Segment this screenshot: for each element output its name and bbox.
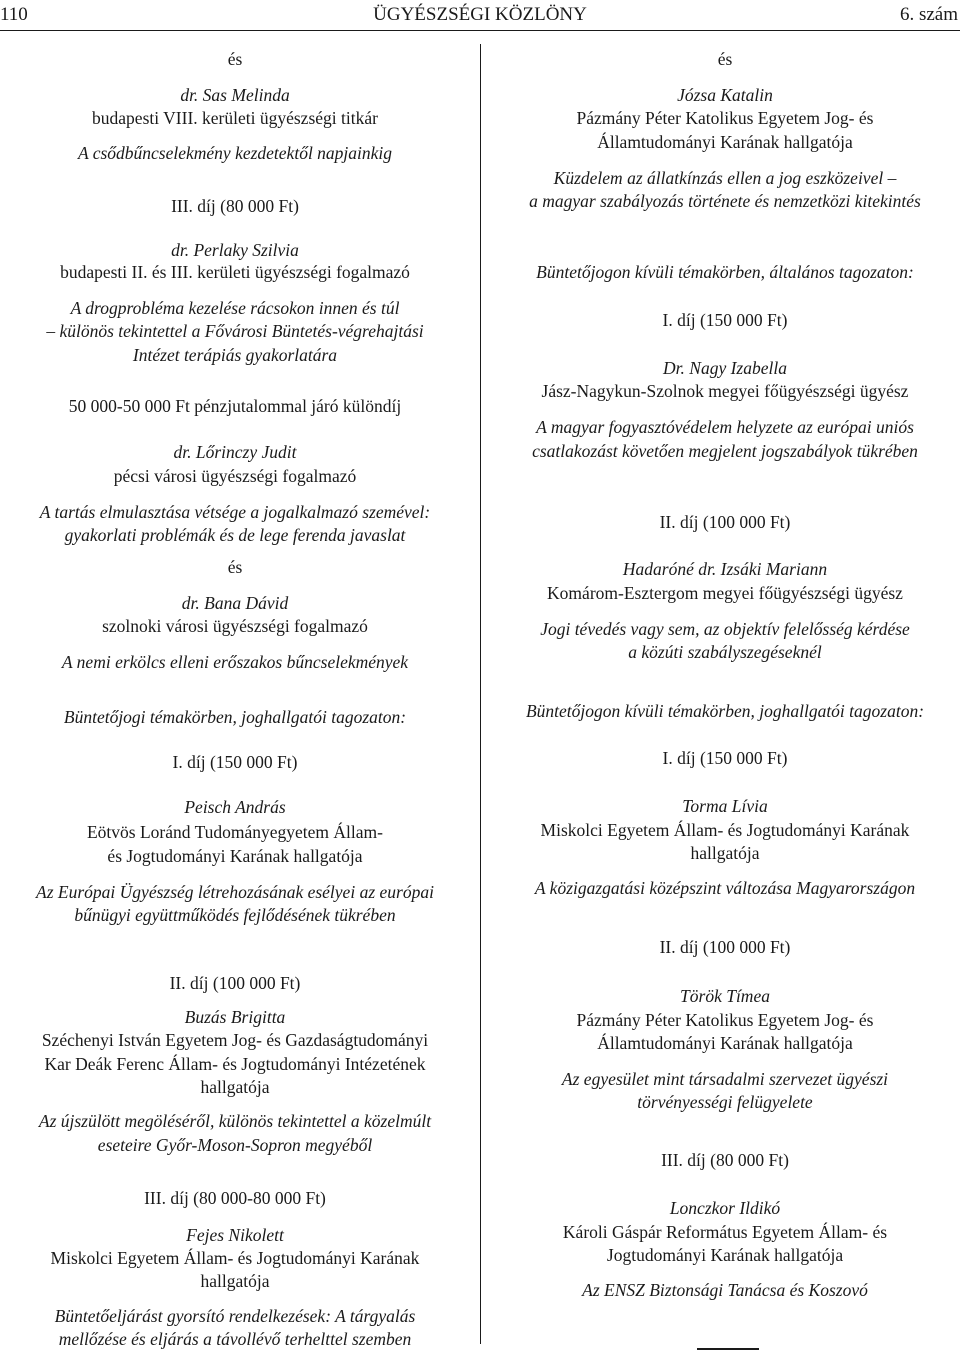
right-column-text-line: I. díj (150 000 Ft)	[662, 310, 788, 330]
right-column-text-line: és	[717, 49, 733, 69]
left-column-text-line: A csődbűncselekmény kezdetektől napjainkig	[77, 143, 393, 163]
left-column-text-line: I. díj (150 000 Ft)	[172, 752, 298, 772]
left-column-text-line: Miskolci Egyetem Állam- és Jogtudományi Karának	[50, 1248, 420, 1268]
right-column-text-line: Lonczkor Ildikó	[669, 1198, 781, 1218]
right-column-text-line: Küzdelem az állatkínzás ellen a jog eszközeivel –	[553, 168, 897, 188]
left-column-text-line: II. díj (100 000 Ft)	[169, 973, 301, 993]
left-column-text-line: A tartás elmulasztása vétsége a jogalkalmazó szemével:	[39, 502, 431, 522]
header-rule	[0, 30, 960, 31]
right-column-text-line: Államtudományi Karának hallgatója	[597, 132, 853, 152]
right-column-text-line: A közigazgatási középszint változása Magyarországon	[534, 878, 916, 898]
right-column-text-line: hallgatója	[690, 843, 760, 863]
left-column-text-line: gyakorlati problémák és de lege ferenda javaslat	[64, 525, 406, 545]
left-column-text-line: budapesti VIII. kerületi ügyészségi titkár	[92, 108, 378, 128]
right-column-text-line: II. díj (100 000 Ft)	[659, 937, 791, 957]
column-divider	[480, 44, 481, 1344]
left-column-text-line: III. díj (80 000-80 000 Ft)	[144, 1188, 326, 1208]
left-column-text-line: Kar Deák Ferenc Állam- és Jogtudományi Intézetének	[44, 1054, 426, 1074]
left-column-text-line: A drogprobléma kezelése rácsokon innen és túl	[70, 298, 400, 318]
right-column-text-line: III. díj (80 000 Ft)	[661, 1150, 789, 1170]
left-column-text-line: Buzás Brigitta	[184, 1007, 286, 1027]
left-column-text-line: dr. Lőrinczy Judit	[173, 442, 297, 462]
right-column-text-line: Büntetőjogon kívüli témakörben, általános tagozaton:	[536, 262, 914, 282]
right-column-text-line: Államtudományi Karának hallgatója	[597, 1033, 853, 1053]
left-column-text-line: hallgatója	[200, 1271, 270, 1291]
right-column-text-line: II. díj (100 000 Ft)	[659, 512, 791, 532]
right-column-text-line: Büntetőjogon kívüli témakörben, joghallgatói tagozaton:	[525, 701, 925, 721]
left-column-text-line: bűnügyi együttműködés fejlődésének tükrében	[74, 905, 396, 925]
left-column-text-line: és	[227, 49, 243, 69]
left-column-text-line: Széchenyi István Egyetem Jog- és Gazdaságtudományi	[41, 1030, 429, 1050]
journal-title: ÜGYÉSZSÉGI KÖZLÖNY	[373, 4, 587, 25]
right-column-text-line: csatlakozást követően megjelent jogszabályok tükrében	[532, 441, 918, 461]
right-column-text-line: Jogi tévedés vagy sem, az objektív felelősség kérdése	[540, 619, 910, 639]
right-column-text-line: Pázmány Péter Katolikus Egyetem Jog- és	[576, 1010, 874, 1030]
left-column-text-line: pécsi városi ügyészségi fogalmazó	[113, 466, 357, 486]
right-column-text-line: Miskolci Egyetem Állam- és Jogtudományi Karának	[540, 820, 910, 840]
right-column-text-line: A magyar fogyasztóvédelem helyzete az európai uniós	[536, 417, 914, 437]
left-column-text-line: és Jogtudományi Karának hallgatója	[107, 846, 363, 866]
right-column-text-line: Hadaróné dr. Izsáki Mariann	[622, 559, 828, 579]
left-column-text-line: dr. Perlaky Szilvia	[171, 240, 299, 260]
left-column-text-line: eseteire Győr-Moson-Sopron megyéből	[97, 1135, 373, 1155]
end-rule	[697, 1348, 759, 1350]
left-column-text-line: Fejes Nikolett	[186, 1225, 284, 1245]
right-column-text-line: Török Tímea	[680, 986, 770, 1006]
right-column-text-line: Az ENSZ Biztonsági Tanácsa és Koszovó	[582, 1280, 868, 1300]
right-column-text-line: törvényességi felügyelete	[637, 1092, 813, 1112]
right-column-text-line: a magyar szabályozás története és nemzetközi kitekintés	[529, 191, 921, 211]
left-column-text-line: dr. Bana Dávid	[181, 593, 289, 613]
right-column-text-line: Torma Lívia	[682, 796, 768, 816]
right-column-text-line: Dr. Nagy Izabella	[663, 358, 787, 378]
page-header	[0, 0, 960, 26]
left-column-text-line: Büntetőeljárást gyorsító rendelkezések: A tárgyalás	[54, 1306, 416, 1326]
left-column-text-line: Az Európai Ügyészség létrehozásának esélyei az európai	[36, 882, 434, 902]
page-number: 110	[0, 4, 28, 25]
right-column-text-line: Komárom-Esztergom megyei főügyészségi ügyész	[547, 583, 903, 603]
left-column-text-line: Büntetőjogi témakörben, joghallgatói tagozaton:	[63, 707, 407, 727]
right-column-text-line: Pázmány Péter Katolikus Egyetem Jog- és	[576, 108, 874, 128]
left-column-text-line: Eötvös Loránd Tudományegyetem Állam-	[86, 822, 383, 842]
left-column-text-line: – különös tekintettel a Fővárosi Büntetés-végrehajtási	[46, 321, 424, 341]
right-column-text-line: Jogtudományi Karának hallgatója	[606, 1245, 844, 1265]
left-column-text-line: hallgatója	[200, 1077, 270, 1097]
left-column-text-line: 50 000-50 000 Ft pénzjutalommal járó különdíj	[68, 396, 402, 416]
issue-label: 6. szám	[899, 4, 958, 25]
right-column-text-line: Az egyesület mint társadalmi szervezet ügyészi	[561, 1069, 889, 1089]
left-column-text-line: mellőzése és eljárás a távollévő terhelttel szemben	[58, 1329, 412, 1349]
left-column-text-line: és	[227, 557, 243, 577]
left-column-text-line: dr. Sas Melinda	[180, 85, 290, 105]
left-column-text-line: Az újszülött megöléséről, különös tekintettel a közelmúlt	[38, 1111, 432, 1131]
right-column-text-line: Jász-Nagykun-Szolnok megyei főügyészségi ügyész	[541, 381, 909, 401]
left-column-text-line: szolnoki városi ügyészségi fogalmazó	[102, 616, 368, 636]
left-column-text-line: budapesti II. és III. kerületi ügyészségi fogalmazó	[60, 262, 410, 282]
right-column-text-line: I. díj (150 000 Ft)	[662, 748, 788, 768]
right-column-text-line: Károli Gáspár Református Egyetem Állam- és	[562, 1222, 888, 1242]
left-column-text-line: III. díj (80 000 Ft)	[171, 196, 299, 216]
left-column-text-line: Peisch András	[184, 797, 286, 817]
left-column-text-line: Intézet terápiás gyakorlatára	[132, 345, 338, 365]
right-column-text-line: Józsa Katalin	[677, 85, 773, 105]
right-column-text-line: a közúti szabályszegéseknél	[628, 642, 822, 662]
left-column-text-line: A nemi erkölcs elleni erőszakos bűncselekmények	[61, 652, 409, 672]
